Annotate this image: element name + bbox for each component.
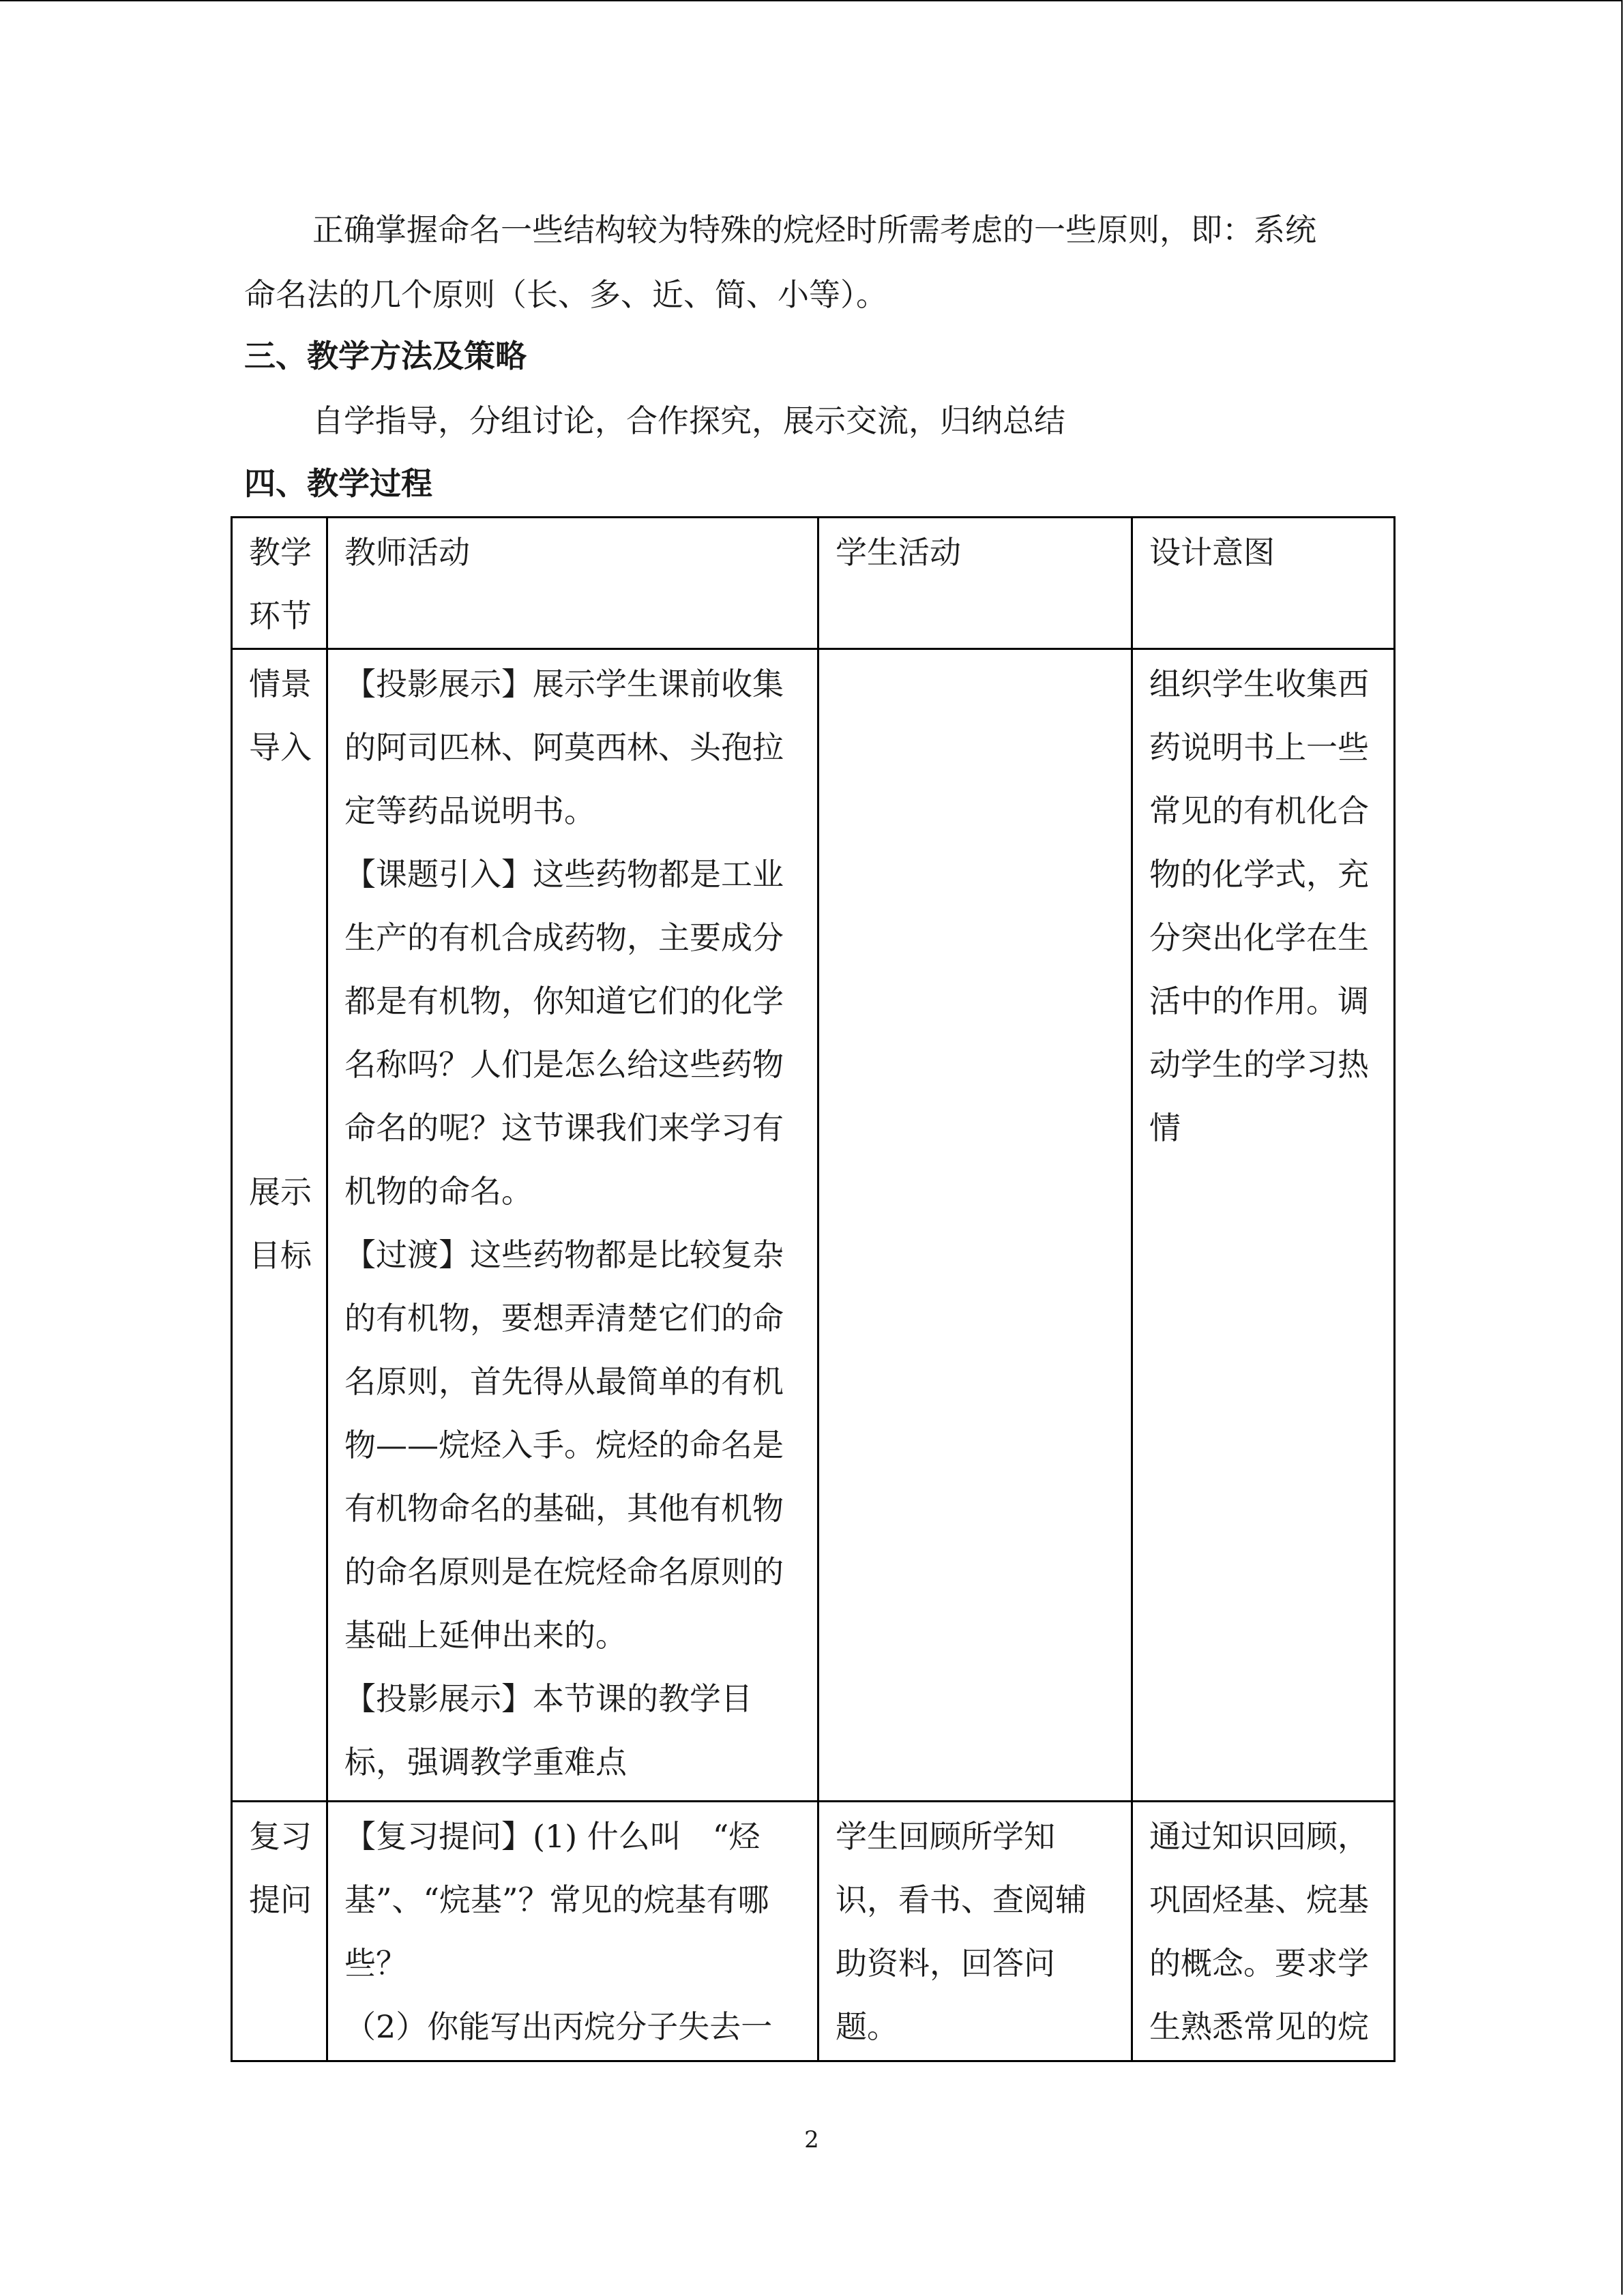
student-line: 学生回顾所学知: [836, 1818, 1055, 1855]
header-teacher-label: 教师活动: [344, 534, 470, 571]
header-design: [1132, 518, 1395, 649]
teacher-line: 【课题引入】这些药物都是工业: [344, 856, 784, 893]
design-intent-cell: [1132, 649, 1395, 1802]
header-stage: [232, 518, 327, 649]
table-header-row: [232, 518, 1395, 649]
header-stage-line: 教学: [249, 534, 312, 571]
section-3-text: 自学指导，分组讨论，合作探究，展示交流，归纳总结: [312, 402, 1065, 439]
student-line: 题。: [836, 2008, 898, 2045]
table-row: [232, 649, 1395, 1802]
stage-cell: [232, 1802, 327, 2061]
design-line: 药说明书上一些: [1149, 729, 1369, 766]
teacher-line: 【复习提问】(1) 什么叫 “烃: [344, 1818, 761, 1855]
teacher-line: 基”、“烷基”？常见的烷基有哪: [344, 1881, 769, 1918]
header-student-label: 学生活动: [836, 534, 961, 571]
design-line: 常见的有机化合: [1149, 792, 1369, 829]
teacher-line: 【投影展示】展示学生课前收集: [344, 666, 784, 702]
design-intent-cell: [1132, 1802, 1395, 2061]
student-activity-cell: [818, 1802, 1132, 2061]
teacher-line: 名原则，首先得从最简单的有机: [344, 1363, 784, 1400]
design-line: 分突出化学在生: [1149, 919, 1369, 956]
teacher-line: 些？: [344, 1945, 407, 1982]
design-line: 物的化学式，充: [1149, 856, 1369, 893]
section-3-heading: 三、教学方法及策略: [244, 338, 527, 374]
header-design-label: 设计意图: [1149, 534, 1275, 571]
student-activity-text: [819, 650, 1131, 653]
student-line: 助资料，回答问: [836, 1945, 1055, 1982]
stage-label: 展示: [249, 1174, 312, 1210]
design-intent-text: [1133, 1802, 1393, 2059]
section-4-heading: 四、教学过程: [244, 465, 432, 502]
header-teacher: [327, 518, 818, 649]
teaching-process-table: [231, 516, 1396, 2062]
teacher-activity-text: [328, 650, 817, 1794]
teacher-line: 机物的命名。: [344, 1173, 533, 1210]
design-line: 组织学生收集西: [1149, 666, 1369, 702]
intro-line-1: 正确掌握命名一些结构较为特殊的烷烃时所需考虑的一些原则，即：系统: [312, 211, 1316, 248]
stage-label: 复习: [249, 1818, 312, 1855]
teacher-line: 的有机物，要想弄清楚它们的命: [344, 1300, 784, 1337]
teacher-line: 定等药品说明书。: [344, 792, 595, 829]
teacher-line: 【过渡】这些药物都是比较复杂: [344, 1236, 784, 1273]
stage-label: 目标: [249, 1237, 312, 1274]
student-line: 识，看书、查阅辅: [836, 1881, 1087, 1918]
design-line: 通过知识回顾，: [1149, 1818, 1369, 1855]
teacher-line: 有机物命名的基础，其他有机物: [344, 1490, 784, 1527]
design-line: 活中的作用。调: [1149, 983, 1369, 1019]
stage-label: 情景: [249, 666, 312, 702]
design-line: 情: [1149, 1109, 1181, 1146]
design-line: 的概念。要求学: [1149, 1945, 1369, 1982]
teacher-activity-cell: [327, 649, 818, 1802]
teacher-line: 名称吗？人们是怎么给这些药物: [344, 1046, 784, 1083]
design-line: 巩固烃基、烷基: [1149, 1881, 1369, 1918]
teacher-line: 【投影展示】本节课的教学目: [344, 1680, 752, 1717]
teacher-line: 基础上延伸出来的。: [344, 1617, 627, 1654]
design-intent-text: [1133, 650, 1393, 1160]
table-row: [232, 1802, 1395, 2061]
header-student: [818, 518, 1132, 649]
teacher-line: （2）你能写出丙烷分子失去一: [344, 2008, 773, 2045]
teacher-line: 物——烷烃入手。烷烃的命名是: [344, 1427, 784, 1463]
teacher-line: 的阿司匹林、阿莫西林、头孢拉: [344, 729, 784, 766]
stage-cell: [232, 649, 327, 1802]
intro-line-2: 命名法的几个原则（长、多、近、简、小等）。: [244, 276, 887, 313]
teacher-line: 命名的呢？这节课我们来学习有: [344, 1109, 784, 1146]
teacher-activity-text: [328, 1802, 817, 2059]
design-line: 生熟悉常见的烷: [1149, 2008, 1369, 2045]
student-activity-cell: [818, 649, 1132, 1802]
teacher-activity-cell: [327, 1802, 818, 2061]
teacher-line: 的命名原则是在烷烃命名原则的: [344, 1553, 784, 1590]
stage-label: 提问: [249, 1881, 312, 1918]
header-stage-line: 环节: [249, 597, 312, 634]
teacher-line: 都是有机物，你知道它们的化学: [344, 983, 784, 1019]
stage-label: 导入: [249, 729, 312, 766]
page-number: 2: [804, 2126, 819, 2153]
teacher-line: 生产的有机合成药物，主要成分: [344, 919, 784, 956]
design-line: 动学生的学习热: [1149, 1046, 1369, 1083]
teacher-line: 标，强调教学重难点: [344, 1744, 627, 1780]
student-activity-text: [819, 1802, 1131, 2059]
